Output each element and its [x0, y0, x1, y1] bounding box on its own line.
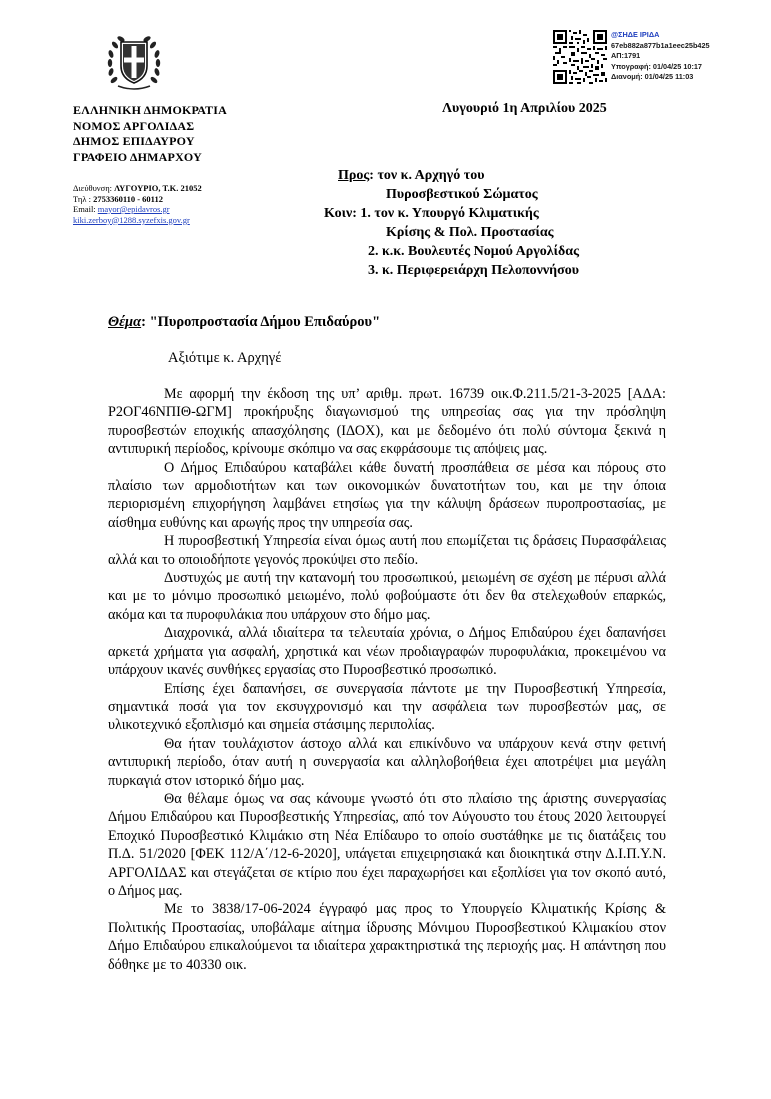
org-line: ΓΡΑΦΕΙΟ ΔΗΜΑΡΧΟΥ	[73, 149, 203, 164]
address-line	[73, 183, 202, 194]
cc-label: Κοιν:	[324, 206, 357, 221]
cc-line	[324, 204, 539, 223]
cc-recipient-1-cont: Κρίσης & Πολ. Προστασίας	[386, 225, 554, 240]
subject-line	[108, 314, 380, 331]
body-paragraph: Με αφορμή την έκδοση της υπ’ αριθμ. πρωτ. 16739 οικ.Φ.211.5/21-3-2025 [ΑΔΑ: Ρ2ΟΓ46ΝΠΙΘ-ΩΓΜ] προκήρυξης διαγωνισμού της υπηρεσίας σας για την πρόσληψη πυροσβεστών εποχικής απασχόλησης (ΙΔΟΧ), και με δεδομένο ότι πολύ σύντομα ξεκινά η αντιπυρική περίοδος, κρίνουμε σκόπιμο να σας εκφράσουμε τις απόψεις μας.	[108, 386, 666, 458]
org-line: ΕΛΛΗΝΙΚΗ ΔΗΜΟΚΡΑΤΙΑ	[73, 103, 227, 117]
address-label: Διεύθυνση:	[73, 183, 113, 193]
to-label: Προς	[338, 168, 370, 183]
signature-stamp	[611, 30, 710, 83]
letter-body	[108, 385, 666, 974]
body-paragraph: Επίσης έχει δαπανήσει, σε συνεργασία πάντοτε με την Πυροσβεστική Υπηρεσία, σημαντικά ποσά για τον εκσυγχρονισμό και την ασφάλεια των πυροσβεστών μας, σε υλικοτεχνικό εξοπλισμό και σημεία στάσιμης περιπολίας.	[108, 680, 666, 734]
subject-label: Θέμα	[108, 314, 142, 330]
body-paragraph: Η πυροσβεστική Υπηρεσία είναι όμως αυτή που επωμίζεται τις δράσεις Πυρασφάλειας αλλά και το οποιοδήποτε γεγονός προκύψει στο πεδίο.	[108, 533, 666, 568]
body-paragraph: Δυστυχώς με αυτή την κατανομή του προσωπικού, μειωμένη σε σχέση με πέρυσι αλλά και με το μόνιμο προσωπικό μειωμένο, πολύ φοβούμαστε ότι δεν θα στελεχωθούν επαρκώς, ακόμα και τα πυροφυλάκια που υπάρχουν στο δήμο μας.	[108, 570, 666, 623]
contact-block	[73, 183, 202, 225]
to-recipient: : τον κ. Αρχηγό του	[369, 168, 485, 183]
body-paragraph: Με το 3838/17-06-2024 έγγραφό μας προς το Υπουργείο Κλιματικής Κρίσης & Πολιτικής Προστασίας, υποβάλαμε αίτημα ίδρυσης Μόνιμου Πυροσβεστικού Κλιμακίου στον Δήμο Επιδαύρου επικαλούμενοι τα ιδιαίτερα χαρακτηριστικά της περιοχής μας. Η απάντηση που δόθηκε με το 40330 οικ.	[108, 901, 666, 973]
email-line	[73, 204, 202, 215]
stamp-signature-date: Υπογραφή: 01/04/25 10:17	[611, 61, 702, 71]
email-label: Email:	[73, 204, 96, 214]
email-link-secretary[interactable]: kiki.zerboy@1288.syzefxis.gov.gr	[73, 214, 190, 225]
cc-recipient-1: 1. τον κ. Υπουργό Κλιματικής	[360, 206, 539, 221]
org-line: ΔΗΜΟΣ ΕΠΙΔΑΥΡΟΥ	[73, 134, 195, 148]
body-paragraph: Διαχρονικά, αλλά ιδιαίτερα τα τελευταία χρόνια, ο Δήμος Επιδαύρου έχει δαπανήσει αρκετά χρήματα για ασφαλή, χρηστικά και νέων προδιαγραφών πυροφυλάκια, προκειμένου να υπάρχουν ικανές συνθήκες εργασίας στο Πυροσβεστικό προσωπικό.	[108, 625, 666, 679]
stamp-distribution-date: Διανομή: 01/04/25 11:03	[611, 72, 694, 81]
phone-value: 2753360110 - 60112	[93, 193, 163, 204]
document-date: Λυγουριό 1η Απριλίου 2025	[442, 101, 607, 116]
address-value: ΛΥΓΟΥΡΙΟ, Τ.Κ. 21052	[114, 183, 202, 193]
organization-header	[73, 103, 227, 165]
stamp-hash: 67eb882a877b1a1eec25b425	[611, 40, 710, 50]
body-paragraph: Θα ήταν τουλάχιστον άστοχο αλλά και επικίνδυνο να υπάρχουν κενά στην φετινή αντιπυρική περίοδο, όταν αυτή η συνεργασία και αλληλοβοήθεια έχει αποτρέψει μια μεγάλη πυρκαγιά στον ιστορικό δήμο μας.	[108, 735, 666, 789]
cc-recipient-3: 3. κ. Περιφερειάρχη Πελοποννήσου	[368, 263, 579, 278]
email-line-2	[73, 215, 202, 226]
stamp-protocol-number: ΑΠ:1791	[611, 51, 641, 60]
phone-label: Τηλ :	[73, 193, 91, 204]
body-paragraph: Θα θέλαμε όμως να σας κάνουμε γνωστό ότι στο πλαίσιο της άριστης συνεργασίας Δήμου Επιδαύρου και Πυροσβεστικής Υπηρεσίας, από τον Αύγουστο του έτους 2020 λειτουργεί Εποχικό Πυροσβεστικό Κλιμάκιο στη Νέα Επίδαυρο το οποίο συστάθηκε με τις διατάξεις του Π.Δ. 51/2020 [ΦΕΚ 112/Α΄/12-6-2020], υπάγεται επιχειρησιακά και διοικητικά στην Δ.Ι.Π.Υ.Ν. ΑΡΓΟΛΙΔΑΣ και στεγάζεται σε κτίριο που έχει παραχωρήσει και εξοπλίσει για τον σκοπό αυτό, ο Δήμος μας.	[108, 790, 666, 899]
cc-recipient-2: 2. κ.κ. Βουλευτές Νομού Αργολίδας	[368, 244, 580, 259]
email-link-mayor[interactable]: mayor@epidavros.gr	[97, 204, 170, 214]
to-line	[338, 166, 484, 185]
subject-text: : "Πυροπροστασία Δήμου Επιδαύρου"	[141, 314, 381, 330]
stamp-system-label: @ΣΗΔΕ ΙΡΙΔΑ	[611, 30, 660, 39]
salutation: Αξιότιμε κ. Αρχηγέ	[168, 350, 282, 366]
greek-coat-of-arms-emblem	[104, 30, 164, 92]
to-recipient-cont: Πυροσβεστικού Σώματος	[386, 187, 538, 202]
body-paragraph: Ο Δήμος Επιδαύρου καταβάλει κάθε δυνατή προσπάθεια σε μέσα και πόρους στο πλαίσιο των αρμοδιοτήτων και των οικονομικών δυνατοτήτων του, και με την όποια περιορισμένη επιχορήγηση λαμβάνει ετησίως για την κάλυψη δράσεων πυροπροστασίας, με αίσθημα ευθύνης και αρωγής προς την υπηρεσία σας.	[108, 459, 666, 531]
phone-line	[73, 194, 202, 205]
qr-code	[553, 30, 607, 84]
org-line: ΝΟΜΟΣ ΑΡΓΟΛΙΔΑΣ	[73, 118, 195, 133]
